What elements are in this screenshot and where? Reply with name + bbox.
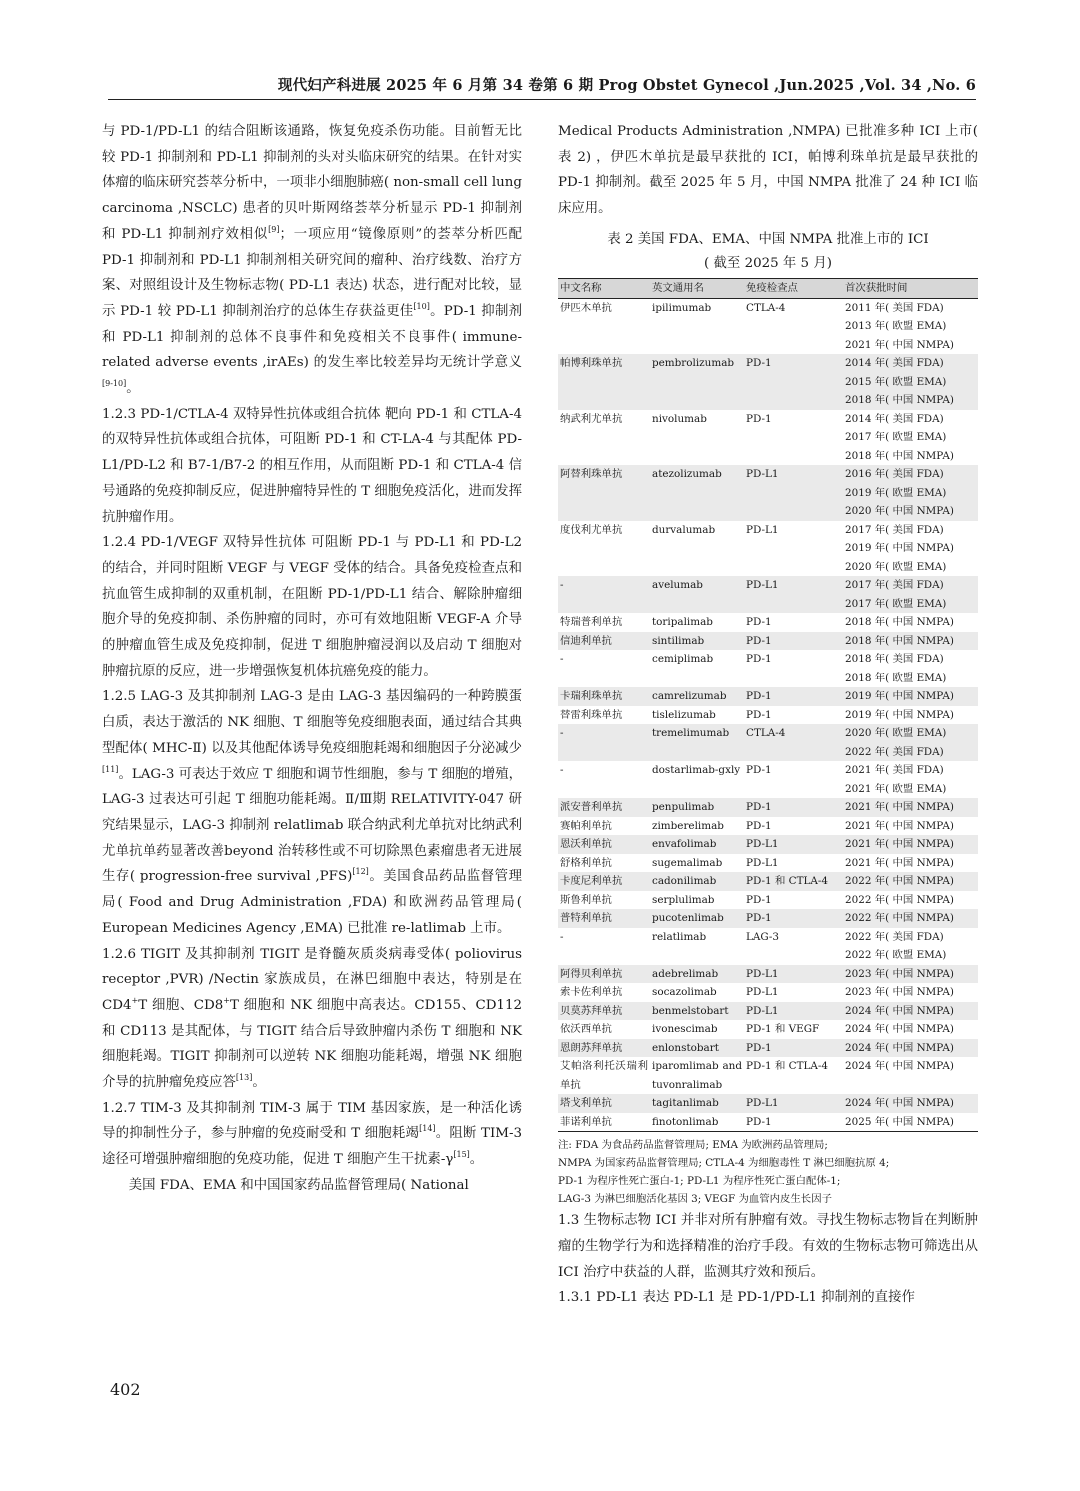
section-1-3: 1.3 生物标志物 ICI 并非对所有肿瘤有效。寻找生物标志物旨在判断肿瘤的生物学行为和选择精准的治疗手段。有效的生物标志物可筛选出从 ICI 治疗中获益的人群，监测其疗效和预后。 xyxy=(558,1213,978,1280)
cell-approval-dates xyxy=(843,1002,978,1021)
cell-approval-dates xyxy=(843,798,978,817)
approval-date: 2011 年( 美国 FDA) xyxy=(845,301,944,314)
cell-checkpoint: PD-1 和 VEGF xyxy=(746,1023,820,1036)
approval-date: 2018 年( 中国 NMPA) xyxy=(845,634,954,647)
cell-approval-dates xyxy=(843,909,978,928)
approval-date: 2019 年( 欧盟 EMA) xyxy=(845,486,947,499)
cell-cn-name: 帕博利珠单抗 xyxy=(558,354,650,410)
cell-checkpoint: PD-1 xyxy=(746,893,772,906)
table-note-line: PD-1 为程序性死亡蛋白-1; PD-L1 为程序性死亡蛋白配体-1; xyxy=(558,1175,841,1188)
section-1-3-1: 1.3.1 PD-L1 表达 PD-L1 是 PD-1/PD-L1 抑制剂的直接作 xyxy=(558,1290,915,1306)
approval-date: 2017 年( 美国 FDA) xyxy=(845,523,944,536)
cell-checkpoint: PD-L1 xyxy=(744,465,843,521)
table-row xyxy=(558,521,978,577)
cell-approval-dates xyxy=(843,410,978,466)
table-row xyxy=(558,854,978,873)
table-body xyxy=(558,298,978,1132)
table-row xyxy=(558,687,978,706)
cell-en-name: zimberelimab xyxy=(652,819,724,832)
cell-cn-name: - xyxy=(560,930,564,943)
cell-cn-name: 贝莫苏拜单抗 xyxy=(558,1002,650,1021)
cell-checkpoint: PD-1 xyxy=(746,708,772,721)
cell-approval-dates xyxy=(843,1057,978,1094)
approval-date: 2021 年( 美国 FDA) xyxy=(845,764,944,777)
cell-checkpoint: PD-L1 xyxy=(746,986,779,999)
approval-date: 2021 年( 中国 NMPA) xyxy=(845,838,954,851)
approval-date: 2018 年( 美国 FDA) xyxy=(845,653,944,666)
cell-cn-name: 阿得贝利单抗 xyxy=(558,965,650,984)
cell-en-name: toripalimab xyxy=(652,616,713,629)
table-row xyxy=(558,576,978,613)
cell-approval-dates xyxy=(843,613,978,632)
cell-approval-dates xyxy=(843,1039,978,1058)
paragraph-pd1-vs-pdl1: 与 PD-1/PD-L1 的结合阻断该通路，恢复免疫杀伤功能。目前暂无比较 PD-1 抑制剂和 PD-L1 抑制剂的头对头临床研究的结果。在针对实体瘤的临床研究荟萃分析中，一项非小细胞肺癌( non-small cell lung carcinoma ,NSCLC) 患者的贝叶斯网络荟萃分析显示 PD-1 抑制剂和 PD-L1 抑制剂疗效相似[9]；一项应用“镜像原则”的荟萃分析匹配 PD-1 抑制剂和 PD-L1 抑制剂相关研究间的瘤种、治疗线数、治疗方案、对照组设计及生物标志物( PD-L1 表达) 状态，进行配对比较，显示 PD-1 较 PD-L1 抑制剂治疗的总体生存获益更佳[10]。PD-1 抑制剂和 PD-L1 抑制剂的总体不良事件和免疫相关不良事件( immune-related adverse events ,irAEs) 的发生率比较差异均无统计学意义[9-10]。 xyxy=(102,124,522,397)
header-approval-date: 首次获批时间 xyxy=(843,278,978,298)
approval-date: 2022 年( 美国 FDA) xyxy=(845,745,944,758)
cell-checkpoint: PD-L1 xyxy=(744,1094,843,1113)
table-row xyxy=(558,835,978,854)
cell-cn-name: 菲诺利单抗 xyxy=(558,1113,650,1132)
cell-approval-dates xyxy=(843,983,978,1002)
cell-cn-name: 恩沃利单抗 xyxy=(558,835,650,854)
citation: [15] xyxy=(453,1150,470,1160)
approval-date: 2020 年( 欧盟 EMA) xyxy=(845,560,947,573)
table-note-line: NMPA 为国家药品监督管理局; CTLA-4 为细胞毒性 T 淋巴细胞抗原 4; xyxy=(558,1157,890,1170)
cell-approval-dates xyxy=(843,854,978,873)
cell-cn-name: 纳武利尤单抗 xyxy=(560,412,623,425)
cell-en-name: serplulimab xyxy=(652,893,715,906)
citation: [11] xyxy=(102,764,119,774)
cell-cn-name: 恩朗苏拜单抗 xyxy=(558,1039,650,1058)
approval-date: 2017 年( 欧盟 EMA) xyxy=(845,431,947,444)
cell-approval-dates xyxy=(843,835,978,854)
cell-approval-dates xyxy=(843,891,978,910)
approval-date: 2013 年( 欧盟 EMA) xyxy=(845,320,947,333)
header-en-name: 英文通用名 xyxy=(650,278,744,298)
approval-date: 2024 年( 中国 NMPA) xyxy=(845,1097,954,1110)
cell-checkpoint: PD-1 xyxy=(744,1039,843,1058)
section-1-2-3: 1.2.3 PD-1/CTLA-4 双特异性抗体或组合抗体 靶向 PD-1 和 CTLA-4 的双特异性抗体或组合抗体，可阻断 PD-1 和 CT-LA-4 与其配体 PD-L1/PD-L2 和 B7-1/B7-2 的相互作用，从而阻断 PD-1 和 CTLA-4 信号通路的免疫抑制反应，促进肿瘤特异性的 T 细胞免疫活化，进而发挥抗肿瘤作用。 xyxy=(102,406,522,525)
approval-date: 2025 年( 中国 NMPA) xyxy=(845,1115,954,1128)
section-1-2-5: 1.2.5 LAG-3 及其抑制剂 LAG-3 是由 LAG-3 基因编码的一种跨膜蛋白质，表达于激活的 NK 细胞、T 细胞等免疫细胞表面，通过结合其典型配体( MHC-Ⅱ) 以及其他配体诱导免疫细胞耗竭和细胞因子分泌减少[11]。LAG-3 可表达于效应 T 细胞和调节性细胞，参与 T 细胞的增殖，LAG-3 过表达可引起 T 细胞功能耗竭。Ⅱ/Ⅲ期 RELATIVITY-047 研究结果显示，LAG-3 抑制剂 relatlimab 联合纳武利尤单抗对比纳武利尤单抗单药显著改善beyond 治转移性或不可切除黑色素瘤患者无进展生存( progression-free survival ,PFS)[12]。美国食品药品监督管理局( Food and Drug Administration ,FDA) 和欧洲药品管理局( European Medicines Agency ,EMA) 已批准 re-latlimab 上市。 xyxy=(102,689,523,936)
cell-cn-name: 阿替利珠单抗 xyxy=(558,465,650,521)
section-1-2-6: 1.2.6 TIGIT 及其抑制剂 TIGIT 是脊髓灰质炎病毒受体( poliovirus receptor ,PVR) /Nectin 家族成员，在淋巴细胞中表达，特别是在 CD4+T 细胞、CD8+T 细胞和 NK 细胞中高表达。CD155、CD112 和 CD113 是其配体，与 TIGIT 结合后导致肿瘤内杀伤 T 细胞和 NK 细胞耗竭。TIGIT 抑制剂可以逆转 NK 细胞功能耗竭，增强 NK 细胞介导的抗肿瘤免疫应答[13]。 xyxy=(102,946,522,1091)
table-row xyxy=(558,613,978,632)
cell-cn-name: 卡瑞利珠单抗 xyxy=(558,687,650,706)
cell-cn-name: 伊匹木单抗 xyxy=(560,301,612,314)
cell-checkpoint: LAG-3 xyxy=(746,930,780,943)
cell-checkpoint: PD-1 xyxy=(744,798,843,817)
cell-cn-name: - xyxy=(558,576,650,613)
approval-date: 2023 年( 中国 NMPA) xyxy=(845,967,954,980)
running-header: 现代妇产科进展 2025 年 6 月第 34 卷第 6 期 Prog Obstet Gynecol ,Jun.2025 ,Vol. 34 ,No. 6 xyxy=(277,77,976,94)
cell-en-name: socazolimab xyxy=(652,986,717,999)
cell-checkpoint: PD-1 xyxy=(746,764,772,777)
cell-checkpoint: PD-1 和 CTLA-4 xyxy=(746,1060,829,1073)
approval-date: 2020 年( 欧盟 EMA) xyxy=(845,727,947,740)
cell-checkpoint: PD-1 xyxy=(746,819,772,832)
cell-cn-name: 派安普利单抗 xyxy=(558,798,650,817)
cell-approval-dates xyxy=(843,1113,978,1132)
cell-checkpoint: PD-L1 xyxy=(744,965,843,984)
approval-date: 2022 年( 欧盟 EMA) xyxy=(845,949,947,962)
table-row xyxy=(558,891,978,910)
cell-en-name: cadonilimab xyxy=(650,872,744,891)
cell-en-name: atezolizumab xyxy=(650,465,744,521)
approval-date: 2022 年( 中国 NMPA) xyxy=(845,893,954,906)
table-header-row xyxy=(558,278,978,298)
table-row xyxy=(558,761,978,798)
cell-approval-dates xyxy=(843,576,978,613)
approval-date: 2018 年( 中国 NMPA) xyxy=(845,616,954,629)
approval-date: 2022 年( 中国 NMPA) xyxy=(845,875,954,888)
citation: [10] xyxy=(413,301,430,311)
approval-date: 2019 年( 中国 NMPA) xyxy=(845,708,954,721)
cell-checkpoint: PD-1 xyxy=(744,687,843,706)
right-column xyxy=(558,119,978,1311)
paragraph-ici-approvals: Medical Products Administration ,NMPA) 已批准多种 ICI 上市( 表 2) ，伊匹木单抗是最早获批的 ICI，帕博利珠单抗是最早获批的 PD-1 抑制剂。截至 2025 年 5 月，中国 NMPA 批准了 24 种 ICI 临床应用。 xyxy=(558,124,978,217)
cell-en-name: enlonstobart xyxy=(650,1039,744,1058)
approval-date: 2024 年( 中国 NMPA) xyxy=(845,1004,954,1017)
cell-cn-name: 替雷利珠单抗 xyxy=(560,708,623,721)
citation: [9] xyxy=(268,224,280,234)
citation: [12] xyxy=(352,867,369,877)
cell-checkpoint: PD-L1 xyxy=(744,1002,843,1021)
approval-date: 2020 年( 中国 NMPA) xyxy=(845,505,954,518)
approval-date: 2021 年( 中国 NMPA) xyxy=(845,338,954,351)
approval-date: 2021 年( 中国 NMPA) xyxy=(845,819,954,832)
cell-en-name: pucotenlimab xyxy=(650,909,744,928)
cell-en-name: benmelstobart xyxy=(650,1002,744,1021)
cell-approval-dates xyxy=(843,354,978,410)
cell-cn-name: - xyxy=(560,653,564,666)
cell-en-name: dostarlimab-gxly xyxy=(652,764,741,777)
cell-en-name: penpulimab xyxy=(650,798,744,817)
approval-date: 2018 年( 中国 NMPA) xyxy=(845,394,954,407)
cell-approval-dates xyxy=(843,761,978,798)
page-number: 402 xyxy=(110,1380,141,1399)
cell-cn-name: - xyxy=(558,724,650,761)
approval-date: 2021 年( 中国 NMPA) xyxy=(845,801,954,814)
cell-checkpoint: PD-1 xyxy=(744,1113,843,1132)
header-cn-name: 中文名称 xyxy=(558,278,650,298)
approval-date: 2024 年( 中国 NMPA) xyxy=(845,1060,954,1073)
cell-approval-dates xyxy=(843,817,978,836)
cell-cn-name: 斯鲁利单抗 xyxy=(560,893,612,906)
cell-checkpoint: PD-L1 xyxy=(744,835,843,854)
cell-approval-dates xyxy=(843,632,978,651)
cell-checkpoint: PD-1 xyxy=(746,653,772,666)
approval-date: 2017 年( 美国 FDA) xyxy=(845,579,944,592)
cell-en-name: ipilimumab xyxy=(652,301,712,314)
cell-approval-dates xyxy=(843,872,978,891)
approval-date: 2019 年( 中国 NMPA) xyxy=(845,690,954,703)
cell-en-name: sintilimab xyxy=(650,632,744,651)
approval-date: 2024 年( 中国 NMPA) xyxy=(845,1023,954,1036)
table-row xyxy=(558,632,978,651)
table-row xyxy=(558,706,978,725)
cell-en-name: tislelizumab xyxy=(652,708,716,721)
approval-date: 2015 年( 欧盟 EMA) xyxy=(845,375,947,388)
approval-date: 2018 年( 欧盟 EMA) xyxy=(845,671,947,684)
cell-en-name: relatlimab xyxy=(652,930,707,943)
approval-date: 2017 年( 欧盟 EMA) xyxy=(845,597,947,610)
cell-approval-dates xyxy=(843,1094,978,1113)
approval-date: 2014 年( 美国 FDA) xyxy=(845,357,944,370)
cell-cn-name: 索卡佐利单抗 xyxy=(560,986,623,999)
cell-en-name: durvalumab xyxy=(652,523,716,536)
cell-checkpoint: PD-L1 xyxy=(746,523,779,536)
approval-date: 2022 年( 美国 FDA) xyxy=(845,930,944,943)
cell-cn-name: 塔戈利单抗 xyxy=(558,1094,650,1113)
paragraph-approvals: 美国 FDA、EMA 和中国国家药品监督管理局( National xyxy=(128,1177,469,1193)
table-row xyxy=(558,410,978,466)
cell-en-name: pembrolizumab xyxy=(650,354,744,410)
cell-approval-dates xyxy=(843,724,978,761)
cell-checkpoint: PD-1 和 CTLA-4 xyxy=(744,872,843,891)
cell-cn-name: 普特利单抗 xyxy=(558,909,650,928)
cell-en-name: adebrelimab xyxy=(650,965,744,984)
cell-cn-name: 特瑞普利单抗 xyxy=(560,616,623,629)
cell-en-name: nivolumab xyxy=(652,412,707,425)
table-row xyxy=(558,983,978,1002)
approval-date: 2019 年( 中国 NMPA) xyxy=(845,542,954,555)
cell-checkpoint: PD-1 xyxy=(744,632,843,651)
cell-checkpoint: PD-1 xyxy=(746,616,772,629)
cell-checkpoint: CTLA-4 xyxy=(746,301,786,314)
cell-cn-name: 依沃西单抗 xyxy=(560,1023,612,1036)
cell-cn-name: 信迪利单抗 xyxy=(558,632,650,651)
table-row xyxy=(558,650,978,687)
approval-date: 2021 年( 中国 NMPA) xyxy=(845,856,954,869)
table-row xyxy=(558,817,978,836)
approval-date: 2016 年( 美国 FDA) xyxy=(845,468,944,481)
cell-cn-name: 舒格利单抗 xyxy=(560,856,612,869)
table-row xyxy=(558,1113,978,1132)
table-row xyxy=(558,1020,978,1039)
cell-approval-dates xyxy=(843,928,978,965)
table-notes xyxy=(558,1136,978,1208)
cell-cn-name: - xyxy=(560,764,564,777)
table-note-line: 注: FDA 为食品药品监督管理局; EMA 为欧洲药品管理局; xyxy=(558,1139,828,1152)
cell-cn-name: 度伐利尤单抗 xyxy=(560,523,623,536)
cell-cn-name: 卡度尼利单抗 xyxy=(558,872,650,891)
table-row xyxy=(558,298,978,354)
approval-date: 2014 年( 美国 FDA) xyxy=(845,412,944,425)
approval-date: 2023 年( 中国 NMPA) xyxy=(845,986,954,999)
table-row xyxy=(558,465,978,521)
cell-en-name: tremelimumab xyxy=(650,724,744,761)
ici-approval-table xyxy=(558,278,978,1133)
table-row xyxy=(558,1039,978,1058)
cell-approval-dates xyxy=(843,1020,978,1039)
cell-checkpoint: CTLA-4 xyxy=(744,724,843,761)
table-row xyxy=(558,798,978,817)
table-note-line: LAG-3 为淋巴细胞活化基因 3; VEGF 为血管内皮生长因子 xyxy=(558,1193,832,1206)
cell-checkpoint: PD-1 xyxy=(746,412,772,425)
table-row xyxy=(558,965,978,984)
cell-approval-dates xyxy=(843,650,978,687)
section-1-2-7: 1.2.7 TIM-3 及其抑制剂 TIM-3 属于 TIM 基因家族，是一种活化诱导的抑制性分子，参与肿瘤的免疫耐受和 T 细胞耗竭[14]。阻断 TIM-3 途径可增强肿瘤细胞的免疫功能，促进 T 细胞产生干扰素-γ[15]。 xyxy=(102,1100,522,1168)
cell-checkpoint: PD-1 xyxy=(744,909,843,928)
approval-date: 2024 年( 中国 NMPA) xyxy=(845,1041,954,1054)
citation: [13] xyxy=(235,1073,253,1083)
cell-cn-name: 艾帕洛利托沃瑞利单抗 xyxy=(560,1060,648,1091)
table-row xyxy=(558,909,978,928)
cell-approval-dates xyxy=(843,706,978,725)
citation: [9-10] xyxy=(102,379,127,389)
table-caption: 表 2 美国 FDA、EMA、中国 NMPA 批准上市的 ICI ( 截至 2025 年 5 月) xyxy=(607,231,929,271)
cell-en-name: camrelizumab xyxy=(650,687,744,706)
left-column xyxy=(102,119,522,1199)
cell-checkpoint: PD-1 xyxy=(744,354,843,410)
table-row xyxy=(558,928,978,965)
approval-date: 2018 年( 中国 NMPA) xyxy=(845,449,954,462)
cell-en-name: tagitanlimab xyxy=(650,1094,744,1113)
header-rule xyxy=(108,99,976,100)
citation: [14] xyxy=(419,1124,436,1134)
cell-en-name: ivonescimab xyxy=(652,1023,718,1036)
approval-date: 2022 年( 中国 NMPA) xyxy=(845,912,954,925)
cell-approval-dates xyxy=(843,687,978,706)
section-1-2-4: 1.2.4 PD-1/VEGF 双特异性抗体 可阻断 PD-1 与 PD-L1 和 PD-L2 的结合，并同时阻断 VEGF 与 VEGF 受体的结合。具备免疫检查点和抗血管生成抑制的双重机制，在阻断 PD-1/PD-L1 结合、解除肿瘤细胞介导的免疫抑制、杀伤肿瘤的同时，亦可有效地阻断 VEGF-A 介导的肿瘤血管生成及免疫抑制，促进 T 细胞肿瘤浸润以及启动 T 细胞对肿瘤抗原的反应，进一步增强恢复机体抗癌免疫的能力。 xyxy=(102,535,522,679)
cell-approval-dates xyxy=(843,298,978,354)
table-row xyxy=(558,1057,978,1094)
cell-en-name: sugemalimab xyxy=(652,856,723,869)
table-row xyxy=(558,724,978,761)
cell-approval-dates xyxy=(843,521,978,577)
cell-cn-name: 赛帕利单抗 xyxy=(560,819,612,832)
approval-date: 2021 年( 欧盟 EMA) xyxy=(845,782,947,795)
cell-checkpoint: PD-L1 xyxy=(746,856,779,869)
cell-en-name: avelumab xyxy=(650,576,744,613)
table-row xyxy=(558,354,978,410)
cell-en-name: finotonlimab xyxy=(650,1113,744,1132)
cell-approval-dates xyxy=(843,965,978,984)
header-checkpoint: 免疫检查点 xyxy=(744,278,843,298)
cell-checkpoint: PD-L1 xyxy=(744,576,843,613)
table-row xyxy=(558,1094,978,1113)
cell-en-name: cemiplimab xyxy=(652,653,714,666)
table-row xyxy=(558,872,978,891)
cell-approval-dates xyxy=(843,465,978,521)
cell-en-name: iparomlimab and tuvonralimab xyxy=(652,1060,742,1091)
table-row xyxy=(558,1002,978,1021)
cell-en-name: envafolimab xyxy=(650,835,744,854)
